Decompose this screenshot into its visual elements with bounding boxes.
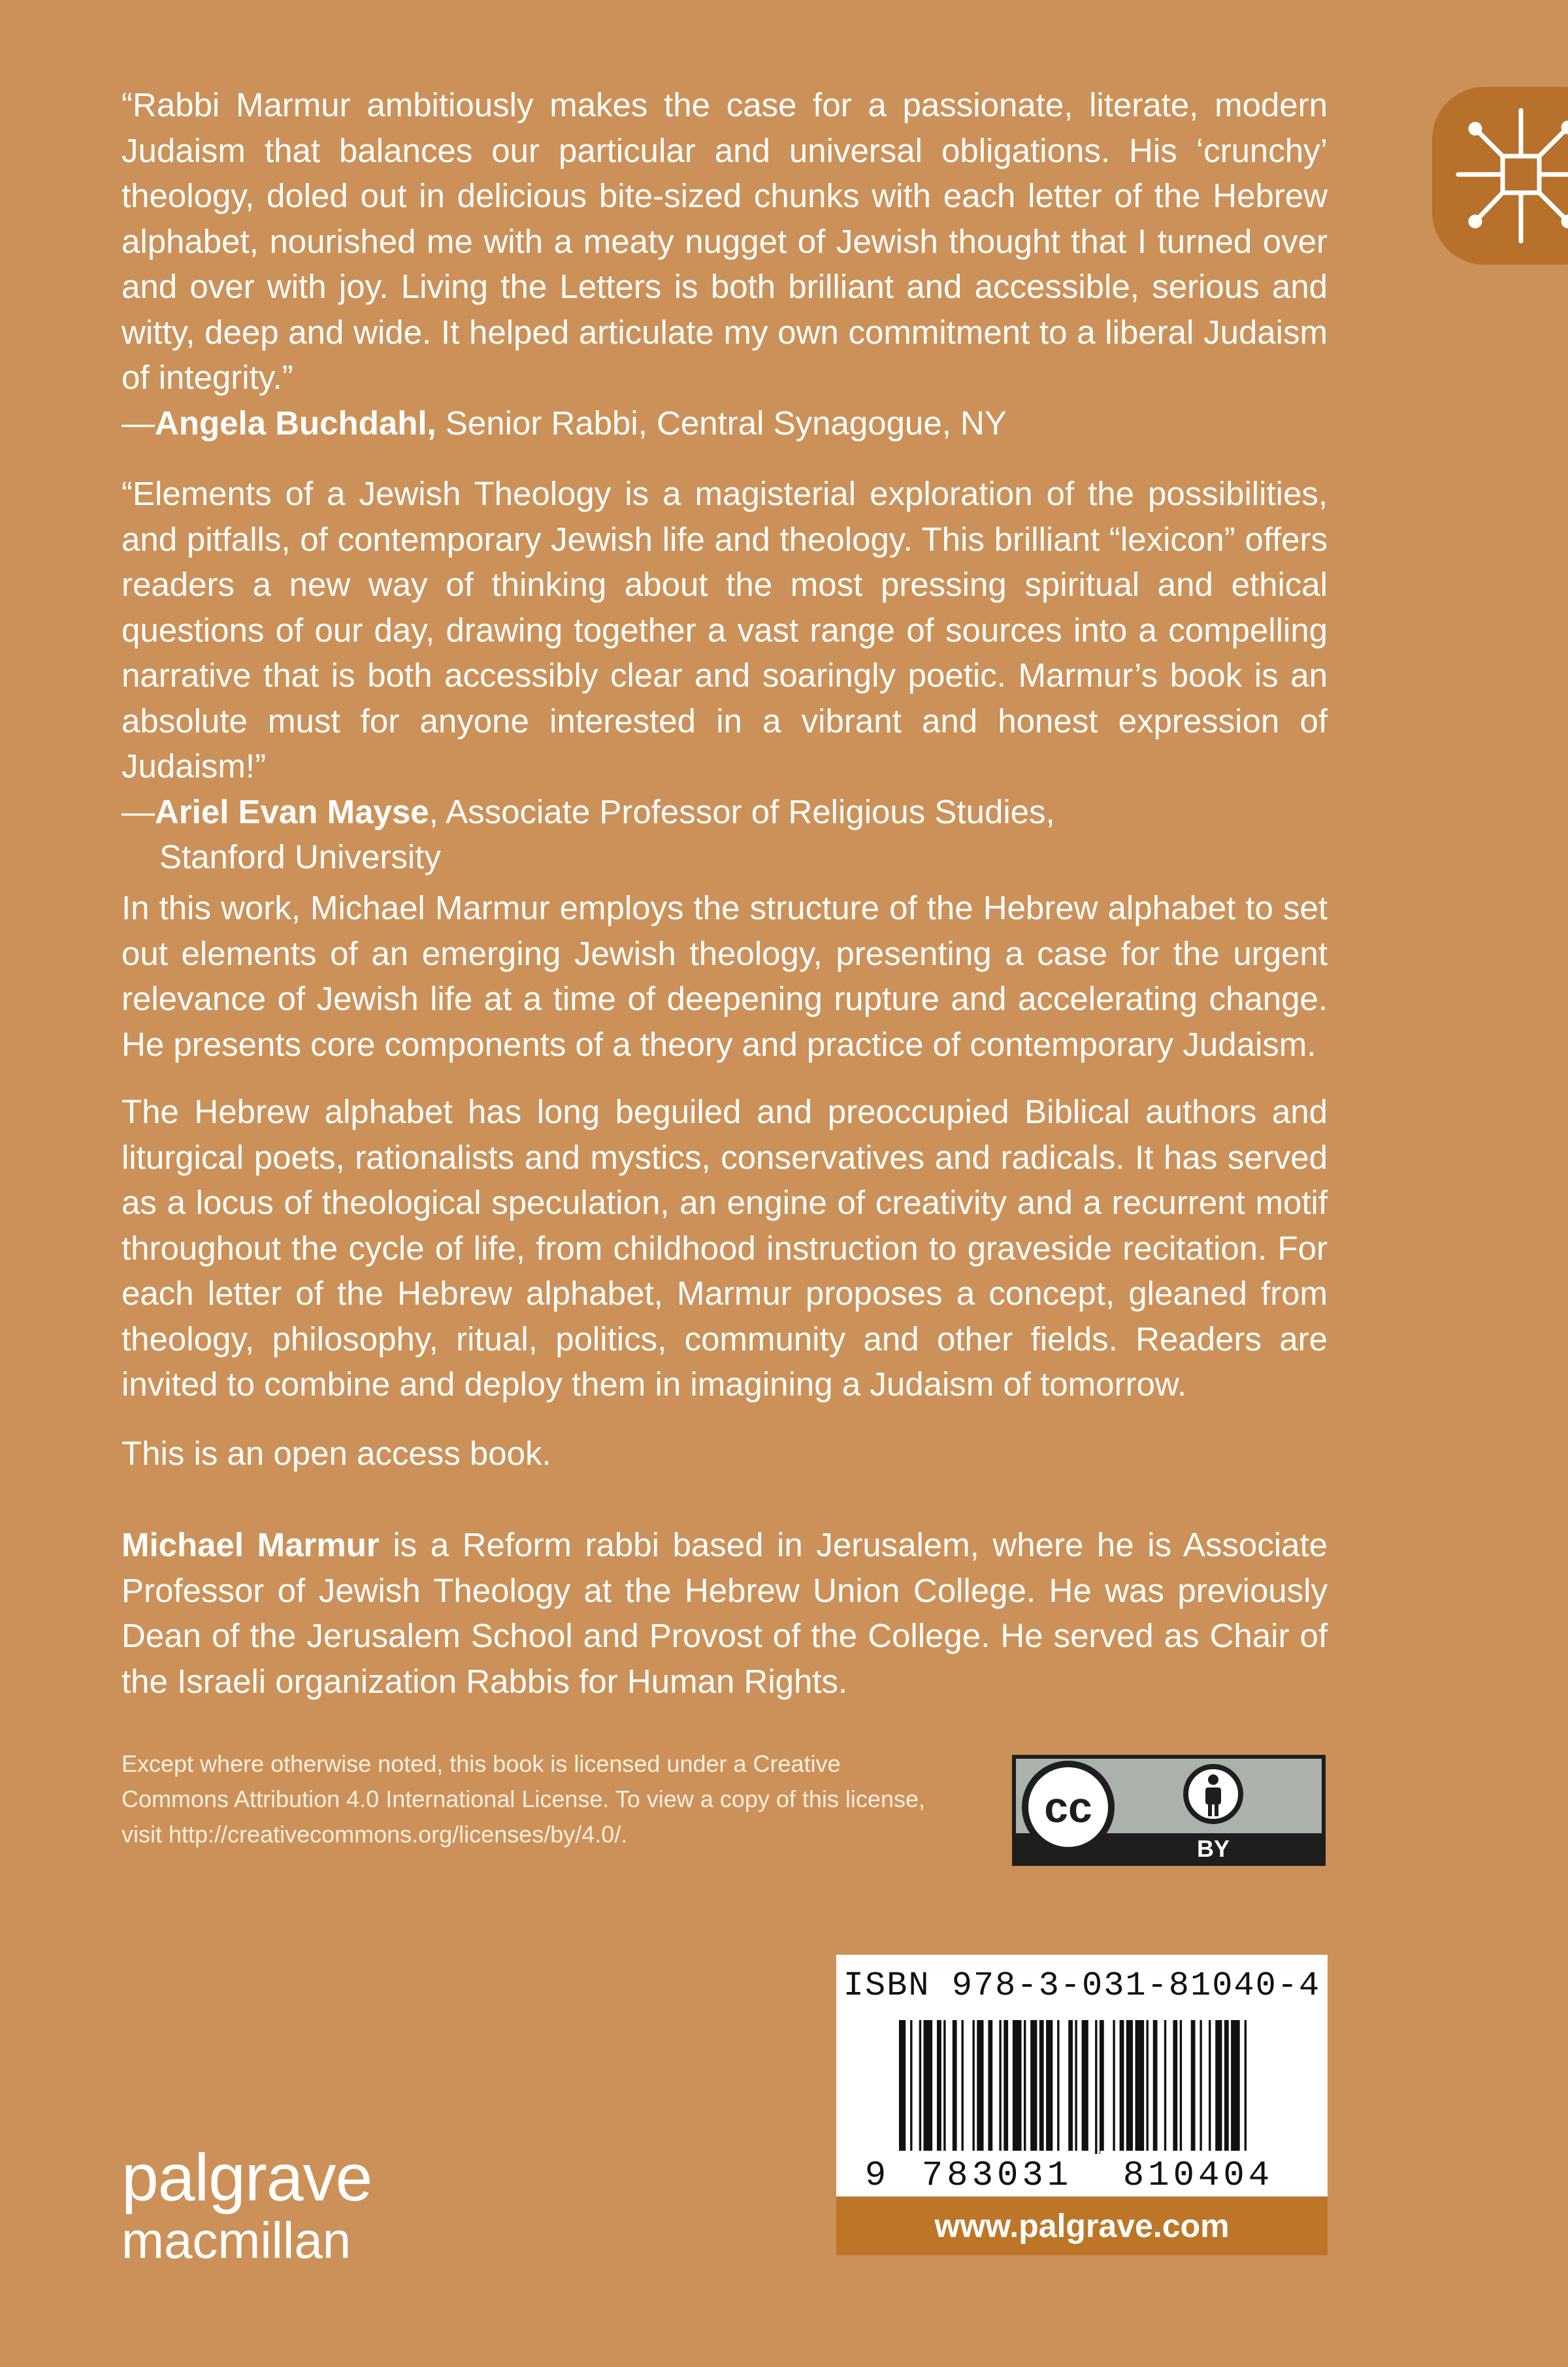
author-bio-text — [122, 1522, 1328, 1704]
license-notice: Except where otherwise noted, this book is licensed under a Creative Commons Attribution 4.0 International License. To view a copy of this license, visit http://creativecommons.org/licenses/by/4.0/. — [122, 1750, 925, 1848]
barcode-digit-first: 9 — [864, 2156, 887, 2196]
quote-1-text: “Rabbi Marmur ambitiously makes the case for a passionate, literate, modern Judaism that balances our particular and universal obligations. His ‘crunchy’ theology, doled out in delicious bite-sized chunks with each letter of the Hebrew alphabet, nourished me with a meaty nugget of Jewish thought that I turned over and over with joy. Living the Letters is both brilliant and accessible, serious and witty, deep and wide. It helped articulate my own commitment to a liberal Judaism of integrity.” — [122, 86, 1328, 396]
publisher-website-link[interactable]: www.palgrave.com — [934, 2208, 1230, 2244]
barcode-bar — [1209, 2020, 1211, 2154]
cc-icon-text: cc — [1044, 1783, 1092, 1831]
barcode-bar — [1245, 2020, 1247, 2154]
blurb-p3-text: This is an open access book. — [122, 1435, 551, 1472]
blurb-p1-text: In this work, Michael Marmur employs the structure of the Hebrew alphabet to set out elements of an emerging Jewish theology, presenting a case for the urgent relevance of Jewish life at a time of deepening rupture and accelerating change. He presents core components of a theory and practice of contemporary Judaism. — [122, 889, 1328, 1063]
barcode-bar — [1180, 2020, 1182, 2154]
barcode-bar — [973, 2020, 975, 2154]
cc-by-label: BY — [1196, 1835, 1230, 1862]
blurb-paragraph-1 — [122, 885, 1328, 1067]
barcode-bar — [1215, 2020, 1222, 2154]
publisher-website-bar — [836, 2196, 1328, 2255]
barcode-digits-left: 783031 — [921, 2156, 1073, 2196]
barcode-bar — [1024, 2020, 1026, 2154]
barcode-bar — [1147, 2020, 1149, 2154]
barcode-bar — [1153, 2020, 1158, 2154]
barcode-bar — [1200, 2020, 1201, 2154]
quote-1-author: Angela Buchdahl, — [155, 404, 436, 442]
barcode-bar — [1224, 2020, 1229, 2154]
barcode-bar — [962, 2020, 964, 2154]
barcode-bar — [1004, 2020, 1008, 2154]
publisher-logo-line1: palgrave — [122, 2140, 372, 2215]
barcode-bar — [1068, 2020, 1073, 2154]
barcode-bar — [1046, 2020, 1053, 2154]
barcode-bar — [1030, 2020, 1037, 2154]
barcode-bar — [977, 2020, 983, 2154]
author-bio-name: Michael Marmur — [122, 1526, 380, 1563]
quote-1-attribution — [122, 400, 1328, 446]
blurb-paragraph-3 — [122, 1431, 1328, 1477]
publisher-logo — [122, 2140, 372, 2269]
quote-2-role-line2: Stanford University — [159, 838, 441, 875]
publisher-logo-line2: macmillan — [122, 2212, 351, 2269]
barcode-bar — [1057, 2020, 1059, 2154]
barcode-bar — [999, 2020, 1001, 2154]
barcode-bar — [1135, 2020, 1145, 2154]
endorsement-quote-2 — [122, 471, 1328, 880]
barcode-bar — [943, 2020, 945, 2154]
barcode-bar — [1191, 2020, 1196, 2154]
quote-2-role: , Associate Professor of Religious Studies, — [429, 792, 1055, 830]
endorsement-quote-1 — [122, 82, 1328, 446]
barcode-bar — [1100, 2020, 1104, 2154]
quote-1-dash: — — [122, 404, 155, 442]
corner-network-icon — [1432, 87, 1568, 265]
barcode-bar — [1164, 2020, 1166, 2154]
barcode-bar — [1231, 2020, 1240, 2154]
barcode-bar — [937, 2020, 941, 2154]
quote-2-dash: — — [122, 792, 155, 830]
barcode-bar — [924, 2020, 933, 2154]
barcode-bar — [988, 2020, 992, 2154]
cc-icon — [1025, 1764, 1111, 1850]
quote-2-attribution — [122, 789, 1328, 880]
barcode-bar — [953, 2020, 957, 2154]
attribution-person-icon — [1186, 1767, 1241, 1821]
quote-2-text: “Elements of a Jewish Theology is a magisterial exploration of the possibilities, and pitfalls, of contemporary Jewish life and theology. This brilliant “lexicon” offers readers a new way of thinking about the most pressing spiritual and ethical questions of our day, drawing together a vast range of sources into a compelling narrative that is both accessibly clear and soaringly poetic. Marmur’s book is an absolute must for anyone interested in a vibrant and honest expression of Judaism!” — [122, 475, 1328, 785]
barcode-bar — [1013, 2020, 1022, 2154]
quote-1-role: Senior Rabbi, Central Synagogue, NY — [436, 404, 1007, 442]
barcode-digits-right: 810404 — [1122, 2156, 1274, 2196]
author-bio — [122, 1522, 1328, 1704]
isbn-label: ISBN 978-3-031-81040-4 — [843, 1967, 1321, 2005]
blurb-p2-text: The Hebrew alphabet has long beguiled and preoccupied Biblical authors and liturgical poets, rationalists and mystics, conservatives and radicals. It has served as a locus of theological speculation, an engine of creativity and a recurrent motif throughout the cycle of life, from childhood instruction to graveside recitation. For each letter of the Hebrew alphabet, Marmur proposes a concept, gleaned from theology, philosophy, ritual, politics, community and other fields. Readers are invited to combine and deploy them in imagining a Judaism of tomorrow. — [122, 1093, 1328, 1403]
barcode-bars — [836, 1955, 1328, 2196]
barcode-bar — [1173, 2020, 1177, 2154]
author-bio-body: is a Reform rabbi based in Jerusalem, where he is Associate Professor of Jewish Theology at the Hebrew Union College. He was previously Dean of the Jerusalem School and Provost of the College. He served as Chair of the Israeli organization Rabbis for Human Rights. — [122, 1526, 1328, 1700]
barcode-bar — [1126, 2020, 1133, 2154]
barcode-bar — [1095, 2020, 1097, 2154]
barcode-bar — [1120, 2020, 1124, 2154]
barcode-bar — [1039, 2020, 1044, 2154]
quote-2-author: Ariel Evan Mayse — [155, 792, 429, 830]
isbn-barcode — [836, 1955, 1328, 2196]
barcode-bar — [919, 2020, 921, 2154]
blurb-paragraph-2 — [122, 1089, 1328, 1407]
barcode-bar — [1113, 2020, 1115, 2154]
cc-by-badge — [1012, 1755, 1326, 1866]
